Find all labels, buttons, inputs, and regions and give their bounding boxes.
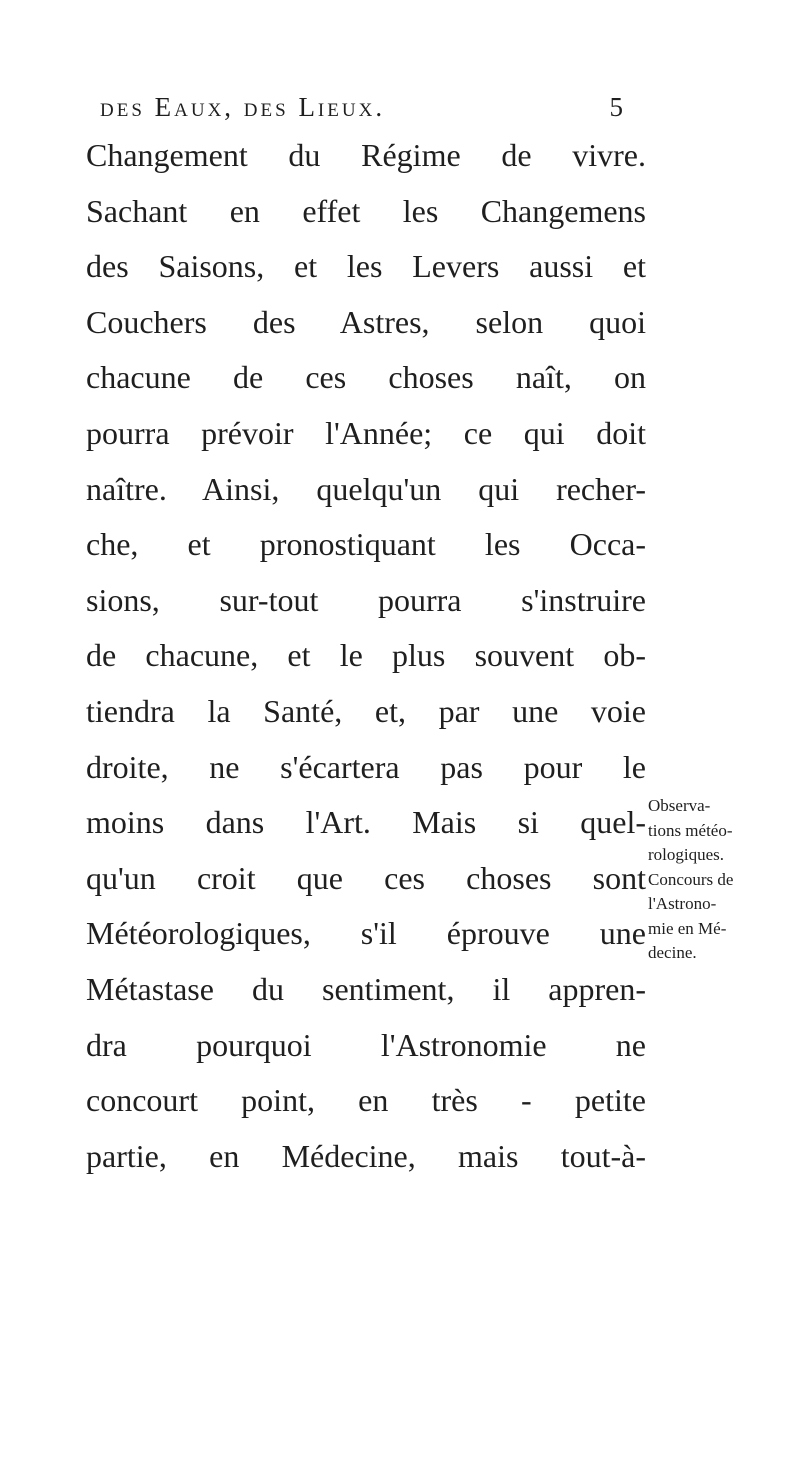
margin-note	[648, 794, 798, 966]
margin-note-line: decine.	[648, 943, 697, 962]
running-head	[100, 92, 630, 132]
running-title: des Eaux, des Lieux.	[100, 92, 386, 122]
margin-note-line: Concours de	[648, 869, 734, 889]
margin-note-line: tions météo-	[648, 820, 733, 840]
text-line: partie, en Médecine, mais tout-à-	[86, 1137, 646, 1174]
text-line: pourra prévoir l'Année; ce qui doit	[86, 414, 646, 451]
text-line: Météorologiques, s'il éprouve une	[86, 915, 646, 952]
text-line: che, et pronostiquant les Occa-	[86, 526, 646, 563]
text-line: Métastase du sentiment, il appren-	[86, 970, 646, 1007]
text-line: Sachant en effet les Changemens	[86, 192, 646, 229]
page-number: 5	[609, 92, 626, 122]
text-line: droite, ne s'écartera pas pour le	[86, 748, 646, 785]
margin-note-line: Observa-	[648, 796, 711, 815]
text-line: naître. Ainsi, quelqu'un qui recher-	[86, 470, 646, 507]
body-text	[86, 128, 646, 1184]
text-line: qu'un croit que ces choses sont	[86, 859, 646, 896]
text-line: concourt point, en très - petite	[86, 1082, 646, 1119]
text-line: des Saisons, et les Levers aussi et	[86, 248, 646, 285]
text-line: Couchers des Astres, selon quoi	[86, 303, 646, 340]
margin-note-line: l'Astrono-	[648, 894, 717, 913]
text-line: chacune de ces choses naît, on	[86, 359, 646, 396]
text-line: dra pourquoi l'Astronomie ne	[86, 1026, 646, 1063]
text-line: de chacune, et le plus souvent ob-	[86, 637, 646, 674]
text-line: Changement du Régime de vivre.	[86, 137, 646, 173]
text-line: sions, sur-tout pourra s'instruire	[86, 581, 646, 618]
text-line: tiendra la Santé, et, par une voie	[86, 692, 646, 729]
text-line: moins dans l'Art. Mais si quel-	[86, 804, 646, 841]
margin-note-line: mie en Mé-	[648, 918, 727, 938]
margin-note-line: rologiques.	[648, 845, 725, 864]
